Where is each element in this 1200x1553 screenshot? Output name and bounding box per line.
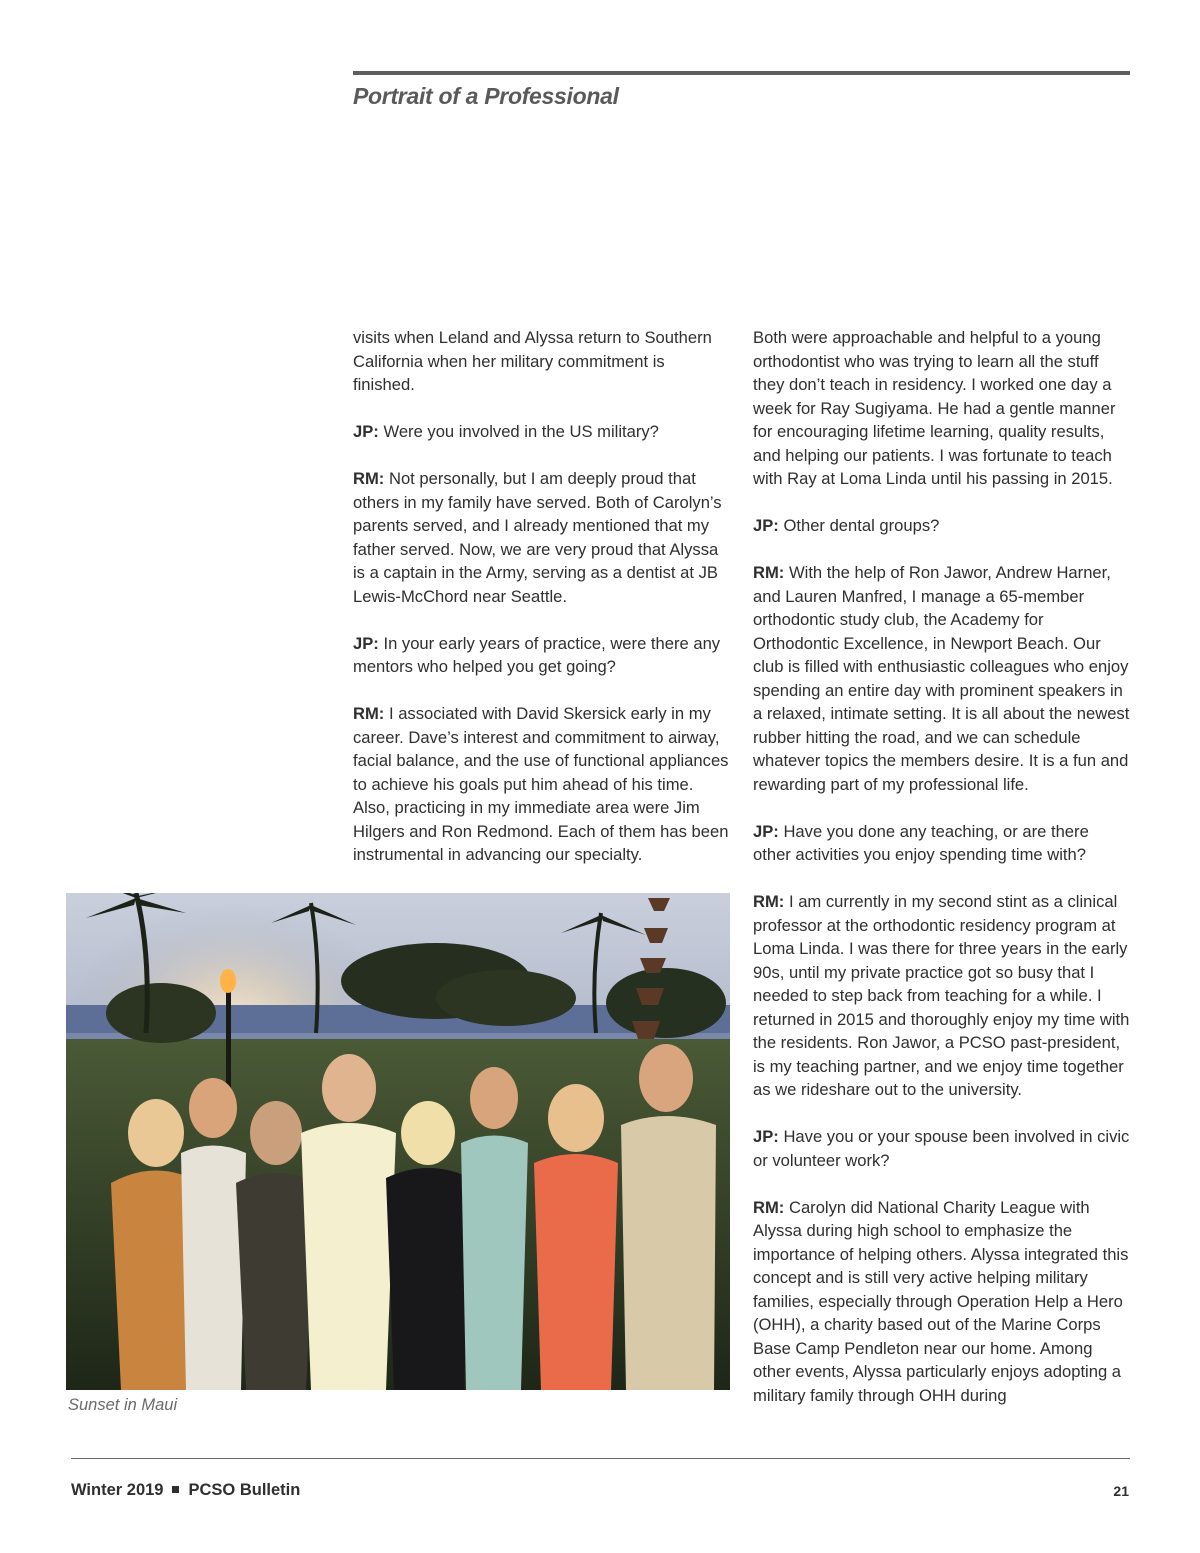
article-column-left	[353, 326, 731, 867]
page-number: 21	[1113, 1483, 1129, 1499]
paragraph-text: Other dental groups?	[783, 516, 940, 535]
paragraph	[753, 1196, 1131, 1408]
speaker-label: JP:	[353, 422, 379, 441]
paragraph	[353, 420, 731, 444]
paragraph-text: I am currently in my second stint as a clinical professor at the orthodontic residency program at Loma Linda. I was there for three years in the early 90s, until my private practice got so busy that I needed to step back from teaching for a while. I returned in 2015 and thoroughly enjoy my time with the residents. Ron Jawor, a PCSO past-president, is my teaching partner, and we enjoy time together as we rideshare out to the university.	[753, 892, 1130, 1099]
paragraph-text: Have you or your spouse been involved in civic or volunteer work?	[753, 1127, 1130, 1170]
paragraph-text: I associated with David Skersick early in my career. Dave’s interest and commitment to airway, facial balance, and the use of functional appliances to achieve his goals put him ahead of his time. Also, practicing in my immediate area were Jim Hilgers and Ron Redmond. Each of them has been instrumental in advancing our specialty.	[353, 704, 729, 864]
speaker-label: RM:	[753, 563, 785, 582]
family-photo	[66, 893, 730, 1390]
paragraph-text: visits when Leland and Alyssa return to Southern California when her military commitment is finished.	[353, 328, 712, 394]
speaker-label: JP:	[753, 516, 779, 535]
paragraph-text: In your early years of practice, were there any mentors who helped you get going?	[353, 633, 721, 676]
paragraph	[753, 561, 1131, 796]
footer-publication	[71, 1481, 300, 1500]
paragraph-text: With the help of Ron Jawor, Andrew Harner, and Lauren Manfred, I manage a 65-member orthodontic study club, the Academy for Orthodontic Excellence, in Newport Beach. Our club is filled with enthusiastic colleagues who enjoy spending an entire day with prominent speakers in a relaxed, intimate setting. It is all about the newest rubber hitting the road, and we can schedule whatever topics the members desire. It is a fun and rewarding part of my professional life.	[753, 563, 1130, 794]
paragraph	[753, 820, 1131, 867]
paragraph-text: Carolyn did National Charity League with Alyssa during high school to emphasize the importance of helping others. Alyssa integrated this concept and is still very active helping military families, especially through Operation Help a Hero (OHH), a charity based out of the Marine Corps Base Camp Pendleton near our home. Among other events, Alyssa particularly enjoys adopting a military family through OHH during	[753, 1197, 1129, 1405]
speaker-label: RM:	[753, 892, 785, 911]
article-column-right	[753, 326, 1131, 1407]
paragraph-text: Not personally, but I am deeply proud that others in my family have served. Both of Carolyn’s parents served, and I already mentioned that my father served. Now, we are very proud that Alyssa is a captain in the Army, serving as a dentist at JB Lewis-McChord near Seattle.	[353, 469, 722, 606]
paragraph-text: Were you involved in the US military?	[383, 422, 659, 441]
photo-caption: Sunset in Maui	[68, 1396, 178, 1414]
paragraph	[353, 702, 731, 867]
paragraph	[753, 1125, 1131, 1172]
paragraph-text: Both were approachable and helpful to a young orthodontist who was trying to learn all the stuff they don’t teach in residency. I worked one day a week for Ray Sugiyama. He had a gentle manner for encouraging lifetime learning, quality results, and helping our patients. I was fortunate to teach with Ray at Loma Linda until his passing in 2015.	[753, 328, 1116, 488]
paragraph	[753, 326, 1131, 491]
footer-issue: Winter 2019	[71, 1481, 164, 1499]
speaker-label: JP:	[753, 821, 779, 841]
footer-rule	[71, 1458, 1130, 1459]
paragraph	[753, 514, 1131, 538]
paragraph	[353, 467, 731, 608]
paragraph-text: Have you done any teaching, or are there other activities you enjoy spending time with?	[753, 821, 1089, 864]
paragraph	[753, 890, 1131, 1102]
header-rule	[353, 71, 1130, 75]
square-bullet-icon	[172, 1486, 179, 1493]
footer-publication-name: PCSO Bulletin	[188, 1481, 301, 1499]
speaker-label: RM:	[753, 1197, 785, 1217]
speaker-label: JP:	[353, 633, 379, 653]
section-title: Portrait of a Professional	[353, 83, 619, 109]
speaker-label: JP:	[753, 1127, 779, 1146]
speaker-label: RM:	[353, 704, 385, 723]
paragraph	[353, 326, 731, 397]
family-photo-illustration	[66, 893, 730, 1390]
paragraph	[353, 632, 731, 679]
speaker-label: RM:	[353, 469, 385, 488]
